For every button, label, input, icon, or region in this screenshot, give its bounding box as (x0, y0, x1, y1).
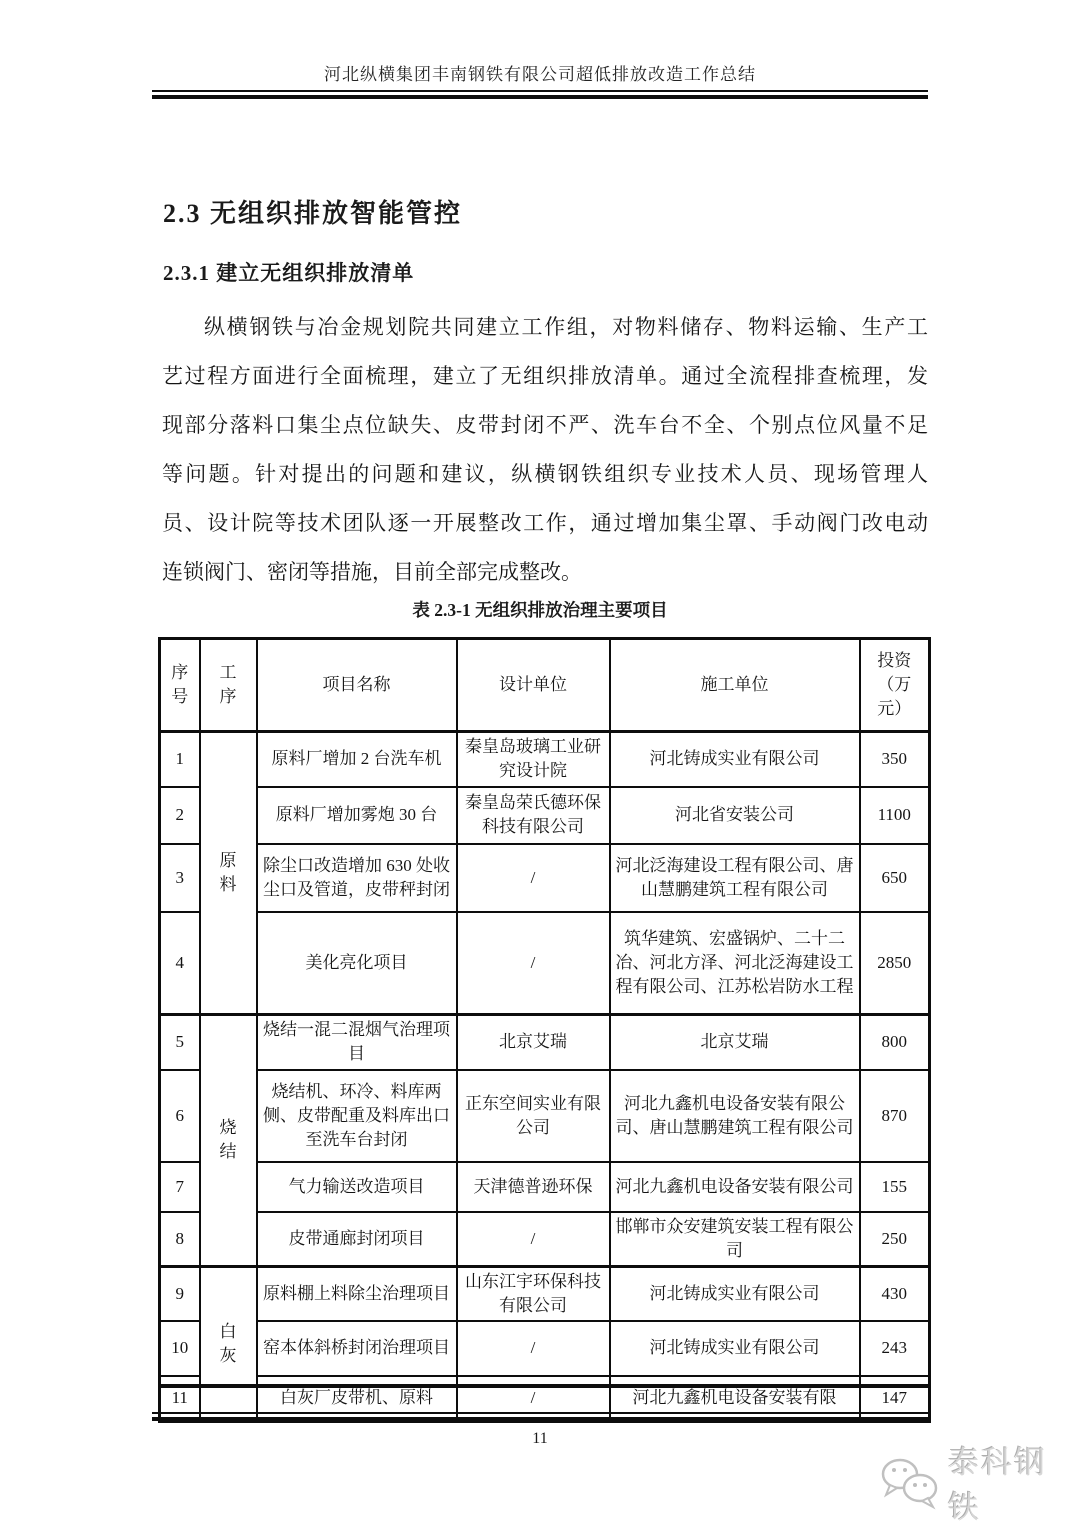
col-header-no: 序号 (160, 639, 200, 732)
cell-construction: 河北铸成实业有限公司 (610, 732, 860, 787)
cell-no: 2 (160, 787, 200, 844)
cell-construction: 邯郸市众安建筑安装工程有限公司 (610, 1212, 860, 1267)
cell-design: 北京艾瑞 (457, 1015, 610, 1070)
cell-design: / (457, 844, 610, 912)
cell-project: 原料棚上料除尘治理项目 (257, 1266, 457, 1321)
table-row (160, 787, 930, 844)
cell-construction: 河北铸成实业有限公司 (610, 1266, 860, 1321)
col-header-construction: 施工单位 (610, 639, 860, 732)
cell-construction: 河北铸成实业有限公司 (610, 1321, 860, 1376)
body-paragraph (162, 303, 928, 597)
cell-no: 7 (160, 1162, 200, 1212)
paragraph-line: 员、设计院等技术团队逐一开展整改工作，通过增加集尘罩、手动阀门改电动 (162, 511, 928, 535)
cell-no: 1 (160, 732, 200, 787)
section-heading: 2.3 无组织排放智能管控 (163, 199, 463, 228)
table-row (160, 1015, 930, 1070)
cell-no: 11 (160, 1376, 200, 1422)
cell-design: 秦皇岛玻璃工业研究设计院 (457, 732, 610, 787)
cell-process-group: 白灰 (200, 1266, 257, 1422)
wechat-icon (878, 1455, 942, 1509)
cell-design: / (457, 1321, 610, 1376)
cell-construction: 河北九鑫机电设备安装有限公司 (610, 1162, 860, 1212)
table-row (160, 1162, 930, 1212)
table-caption: 表 2.3-1 无组织排放治理主要项目 (412, 600, 668, 620)
subsection-heading: 2.3.1 建立无组织排放清单 (163, 261, 415, 285)
header-divider (152, 90, 928, 99)
col-header-project: 项目名称 (257, 639, 457, 732)
cell-investment: 870 (860, 1070, 930, 1162)
watermark-label: 泰科钢铁 (948, 1445, 1047, 1525)
cell-process-group: 原料 (200, 732, 257, 1015)
projects-table-container (158, 637, 928, 1408)
page-header-title: 河北纵横集团丰南钢铁有限公司超低排放改造工作总结 (324, 65, 756, 84)
table-row (160, 1321, 930, 1376)
cell-investment: 2850 (860, 912, 930, 1015)
cell-construction: 河北九鑫机电设备安装有限公司、唐山慧鹏建筑工程有限公司 (610, 1070, 860, 1162)
cell-design: 天津德普逊环保 (457, 1162, 610, 1212)
cell-design: 山东江宇环保科技有限公司 (457, 1266, 610, 1321)
cell-construction: 筑华建筑、宏盛锅炉、二十二冶、河北方泽、河北泛海建设工程有限公司、江苏松岩防水工程 (610, 912, 860, 1015)
cell-construction: 河北九鑫机电设备安装有限 (610, 1376, 860, 1422)
paragraph-line: 等问题。针对提出的问题和建议，纵横钢铁组织专业技术人员、现场管理人 (162, 462, 928, 486)
watermark (878, 1445, 1078, 1525)
projects-table (158, 637, 931, 1423)
cell-process-group: 烧结 (200, 1015, 257, 1267)
cell-no: 6 (160, 1070, 200, 1162)
cell-investment: 800 (860, 1015, 930, 1070)
col-header-design: 设计单位 (457, 639, 610, 732)
table-row (160, 732, 930, 787)
cell-construction: 河北省安装公司 (610, 787, 860, 844)
cell-investment: 350 (860, 732, 930, 787)
table-row (160, 912, 930, 1015)
cell-construction: 河北泛海建设工程有限公司、唐山慧鹏建筑工程有限公司 (610, 844, 860, 912)
cell-investment: 650 (860, 844, 930, 912)
cell-investment: 155 (860, 1162, 930, 1212)
cell-no: 5 (160, 1015, 200, 1070)
paragraph-line: 现部分落料口集尘点位缺失、皮带封闭不严、洗车台不全、个别点位风量不足 (162, 413, 928, 437)
cell-design: / (457, 1376, 610, 1422)
cell-project: 除尘口改造增加 630 处收尘口及管道，皮带秤封闭 (257, 844, 457, 912)
cell-project: 原料厂增加雾炮 30 台 (257, 787, 457, 844)
cell-project: 烧结一混二混烟气治理项目 (257, 1015, 457, 1070)
paragraph-line: 连锁阀门、密闭等措施，目前全部完成整改。 (162, 560, 582, 584)
cell-investment: 147 (860, 1376, 930, 1422)
cell-no: 4 (160, 912, 200, 1015)
paragraph-line: 纵横钢铁与冶金规划院共同建立工作组，对物料储存、物料运输、生产工 (204, 315, 928, 339)
cell-project: 窑本体斜桥封闭治理项目 (257, 1321, 457, 1376)
col-header-investment: 投资（万元） (860, 639, 930, 732)
page-number: 11 (532, 1430, 548, 1447)
cell-construction: 北京艾瑞 (610, 1015, 860, 1070)
paragraph-line: 艺过程方面进行全面梳理，建立了无组织排放清单。通过全流程排查梳理，发 (162, 364, 928, 388)
cell-project: 皮带通廊封闭项目 (257, 1212, 457, 1267)
cell-project: 美化亮化项目 (257, 912, 457, 1015)
footer-divider (152, 1412, 928, 1421)
cell-investment: 1100 (860, 787, 930, 844)
cell-no: 9 (160, 1266, 200, 1321)
cell-investment: 243 (860, 1321, 930, 1376)
cell-investment: 250 (860, 1212, 930, 1267)
table-header-row (160, 639, 930, 732)
cell-design: / (457, 1212, 610, 1267)
cell-investment: 430 (860, 1266, 930, 1321)
cell-design: / (457, 912, 610, 1015)
cell-design: 秦皇岛荣氏德环保科技有限公司 (457, 787, 610, 844)
cell-project: 气力输送改造项目 (257, 1162, 457, 1212)
cell-design: 正东空间实业有限公司 (457, 1070, 610, 1162)
cell-no: 3 (160, 844, 200, 912)
table-row (160, 844, 930, 912)
cell-project: 原料厂增加 2 台洗车机 (257, 732, 457, 787)
table-row (160, 1266, 930, 1321)
cell-no: 10 (160, 1321, 200, 1376)
cell-no: 8 (160, 1212, 200, 1267)
cell-project: 白灰厂皮带机、原料 (257, 1376, 457, 1422)
table-row (160, 1212, 930, 1267)
col-header-process: 工序 (200, 639, 257, 732)
cell-project: 烧结机、环冷、料库两侧、皮带配重及料库出口至洗车台封闭 (257, 1070, 457, 1162)
table-row (160, 1070, 930, 1162)
